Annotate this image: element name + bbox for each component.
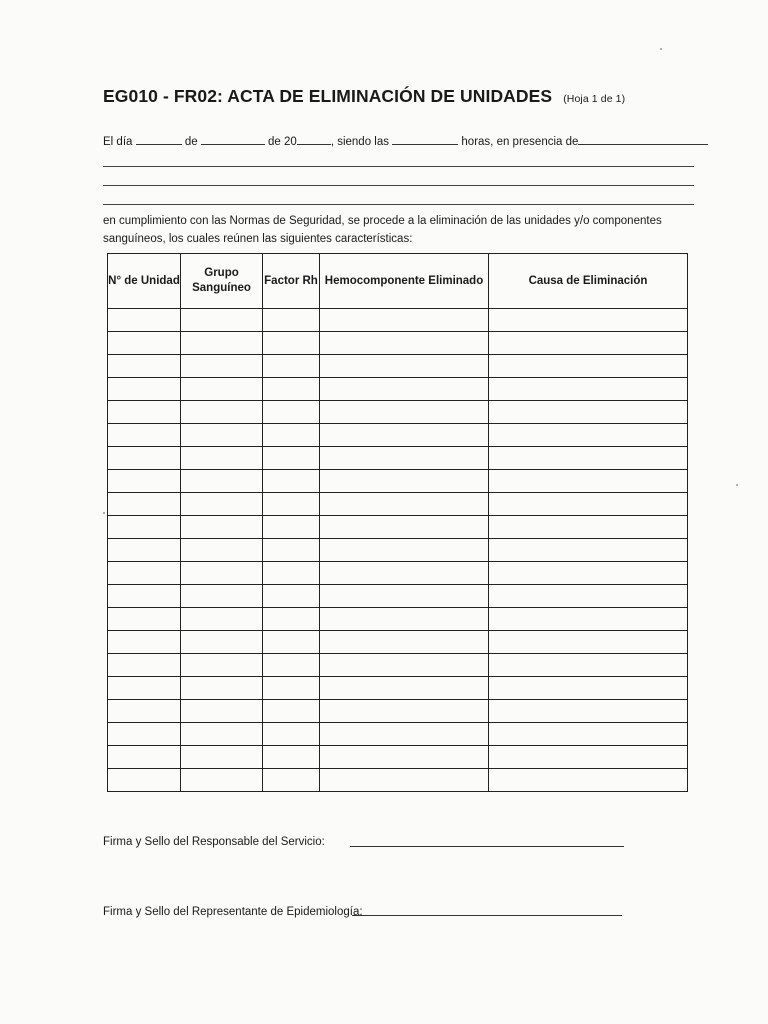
cell-blood-group[interactable] (181, 424, 263, 447)
cell-unit-number[interactable] (108, 378, 181, 401)
header-component: Hemocomponente Eliminado (320, 254, 489, 309)
year-field[interactable] (297, 134, 331, 145)
table-row (108, 493, 688, 516)
cell-unit-number[interactable] (108, 677, 181, 700)
cell-unit-number[interactable] (108, 493, 181, 516)
cell-component[interactable] (320, 355, 489, 378)
cell-rh-factor[interactable] (263, 769, 320, 792)
cell-rh-factor[interactable] (263, 516, 320, 539)
table-row (108, 447, 688, 470)
cell-blood-group[interactable] (181, 631, 263, 654)
cell-cause[interactable] (489, 378, 688, 401)
cell-component[interactable] (320, 723, 489, 746)
cell-cause[interactable] (489, 401, 688, 424)
cell-blood-group[interactable] (181, 608, 263, 631)
table-row (108, 355, 688, 378)
cell-rh-factor[interactable] (263, 424, 320, 447)
cell-component[interactable] (320, 769, 489, 792)
cell-cause[interactable] (489, 769, 688, 792)
cell-blood-group[interactable] (181, 746, 263, 769)
cell-rh-factor[interactable] (263, 654, 320, 677)
cell-rh-factor[interactable] (263, 539, 320, 562)
cell-rh-factor[interactable] (263, 470, 320, 493)
cell-blood-group[interactable] (181, 677, 263, 700)
cell-rh-factor[interactable] (263, 562, 320, 585)
presence-line-3[interactable] (103, 204, 694, 205)
cell-component[interactable] (320, 424, 489, 447)
sheet-number: (Hoja 1 de 1) (563, 93, 626, 105)
date-line (103, 134, 708, 148)
table-row (108, 470, 688, 493)
cell-cause[interactable] (489, 608, 688, 631)
cell-rh-factor[interactable] (263, 401, 320, 424)
cell-unit-number[interactable] (108, 401, 181, 424)
cell-rh-factor[interactable] (263, 332, 320, 355)
cell-cause[interactable] (489, 631, 688, 654)
presence-line-2[interactable] (103, 185, 694, 186)
cell-unit-number[interactable] (108, 539, 181, 562)
cell-rh-factor[interactable] (263, 447, 320, 470)
cell-rh-factor[interactable] (263, 493, 320, 516)
compliance-paragraph: en cumplimiento con las Normas de Seguridad, se procede a la eliminación de las unidades y/o componentes sanguíneos, los cuales reúnen las siguientes características: (103, 215, 662, 245)
month-field[interactable] (201, 134, 265, 145)
cell-rh-factor[interactable] (263, 677, 320, 700)
form-name: ACTA DE ELIMINACIÓN DE UNIDADES (227, 86, 553, 106)
cell-cause[interactable] (489, 700, 688, 723)
cell-unit-number[interactable] (108, 447, 181, 470)
table-row (108, 746, 688, 769)
cell-component[interactable] (320, 562, 489, 585)
label-horas: horas, en presencia de (461, 136, 579, 148)
cell-component[interactable] (320, 677, 489, 700)
cell-cause[interactable] (489, 332, 688, 355)
cell-unit-number[interactable] (108, 355, 181, 378)
cell-unit-number[interactable] (108, 769, 181, 792)
units-table (107, 253, 688, 792)
table-row (108, 401, 688, 424)
cell-cause[interactable] (489, 447, 688, 470)
label-de: de (184, 136, 198, 148)
cell-rh-factor[interactable] (263, 746, 320, 769)
table-row (108, 654, 688, 677)
cell-component[interactable] (320, 631, 489, 654)
table-row (108, 608, 688, 631)
scan-speck (103, 512, 105, 514)
cell-cause[interactable] (489, 677, 688, 700)
cell-component[interactable] (320, 746, 489, 769)
cell-blood-group[interactable] (181, 769, 263, 792)
table-row (108, 332, 688, 355)
header-blood-group: Grupo Sanguíneo (181, 254, 263, 309)
cell-blood-group[interactable] (181, 562, 263, 585)
cell-component[interactable] (320, 516, 489, 539)
cell-rh-factor[interactable] (263, 355, 320, 378)
cell-rh-factor[interactable] (263, 378, 320, 401)
label-siendo-las: , siendo las (330, 136, 389, 148)
cell-component[interactable] (320, 654, 489, 677)
cell-cause[interactable] (489, 309, 688, 332)
table-row (108, 723, 688, 746)
cell-blood-group[interactable] (181, 401, 263, 424)
signature-line-responsable[interactable] (350, 846, 624, 847)
cell-blood-group[interactable] (181, 447, 263, 470)
cell-component[interactable] (320, 608, 489, 631)
cell-cause[interactable] (489, 654, 688, 677)
time-field[interactable] (392, 134, 458, 145)
cell-blood-group[interactable] (181, 332, 263, 355)
table-row (108, 424, 688, 447)
cell-cause[interactable] (489, 562, 688, 585)
form-title (103, 86, 625, 107)
signature-label-epidemiologia: Firma y Sello del Representante de Epidemiología: (103, 906, 363, 918)
cell-unit-number[interactable] (108, 309, 181, 332)
cell-blood-group[interactable] (181, 539, 263, 562)
cell-blood-group[interactable] (181, 470, 263, 493)
cell-unit-number[interactable] (108, 746, 181, 769)
cell-unit-number[interactable] (108, 332, 181, 355)
presence-field[interactable] (578, 134, 708, 145)
signature-label-responsable: Firma y Sello del Responsable del Servicio: (103, 836, 325, 848)
cell-unit-number[interactable] (108, 585, 181, 608)
table-row (108, 309, 688, 332)
day-field[interactable] (136, 134, 182, 145)
cell-cause[interactable] (489, 355, 688, 378)
cell-component[interactable] (320, 309, 489, 332)
cell-unit-number[interactable] (108, 700, 181, 723)
table-row (108, 516, 688, 539)
form-code: EG010 - FR02: (103, 86, 223, 106)
cell-blood-group[interactable] (181, 723, 263, 746)
cell-cause[interactable] (489, 493, 688, 516)
table-row (108, 769, 688, 792)
cell-cause[interactable] (489, 539, 688, 562)
cell-blood-group[interactable] (181, 516, 263, 539)
cell-rh-factor[interactable] (263, 608, 320, 631)
table-row (108, 378, 688, 401)
cell-rh-factor[interactable] (263, 700, 320, 723)
label-el-dia: El día (103, 136, 133, 148)
cell-component[interactable] (320, 470, 489, 493)
signature-line-epidemiologia[interactable] (352, 915, 622, 916)
cell-component[interactable] (320, 401, 489, 424)
scan-speck (660, 48, 662, 50)
cell-rh-factor[interactable] (263, 723, 320, 746)
cell-blood-group[interactable] (181, 654, 263, 677)
table-row (108, 585, 688, 608)
cell-rh-factor[interactable] (263, 585, 320, 608)
table-row (108, 539, 688, 562)
header-rh-factor: Factor Rh (263, 254, 320, 309)
cell-blood-group[interactable] (181, 493, 263, 516)
label-de-20: de 20 (268, 136, 297, 148)
cell-blood-group[interactable] (181, 309, 263, 332)
cell-unit-number[interactable] (108, 562, 181, 585)
table-header-row (108, 254, 688, 309)
table-row (108, 562, 688, 585)
cell-cause[interactable] (489, 424, 688, 447)
scan-speck (736, 484, 738, 486)
cell-unit-number[interactable] (108, 654, 181, 677)
table-row (108, 677, 688, 700)
header-unit-number: N° de Unidad (108, 254, 181, 309)
cell-component[interactable] (320, 585, 489, 608)
table-row (108, 631, 688, 654)
cell-component[interactable] (320, 493, 489, 516)
cell-component[interactable] (320, 539, 489, 562)
cell-blood-group[interactable] (181, 700, 263, 723)
cell-component[interactable] (320, 700, 489, 723)
cell-cause[interactable] (489, 723, 688, 746)
cell-cause[interactable] (489, 516, 688, 539)
cell-cause[interactable] (489, 470, 688, 493)
table-row (108, 700, 688, 723)
cell-unit-number[interactable] (108, 631, 181, 654)
cell-blood-group[interactable] (181, 378, 263, 401)
cell-component[interactable] (320, 378, 489, 401)
cell-rh-factor[interactable] (263, 309, 320, 332)
cell-unit-number[interactable] (108, 470, 181, 493)
cell-component[interactable] (320, 332, 489, 355)
cell-blood-group[interactable] (181, 585, 263, 608)
cell-cause[interactable] (489, 746, 688, 769)
cell-cause[interactable] (489, 585, 688, 608)
header-cause: Causa de Eliminación (489, 254, 688, 309)
cell-rh-factor[interactable] (263, 631, 320, 654)
cell-unit-number[interactable] (108, 608, 181, 631)
cell-blood-group[interactable] (181, 355, 263, 378)
cell-unit-number[interactable] (108, 424, 181, 447)
presence-line-1[interactable] (103, 166, 694, 167)
cell-unit-number[interactable] (108, 723, 181, 746)
cell-component[interactable] (320, 447, 489, 470)
cell-unit-number[interactable] (108, 516, 181, 539)
